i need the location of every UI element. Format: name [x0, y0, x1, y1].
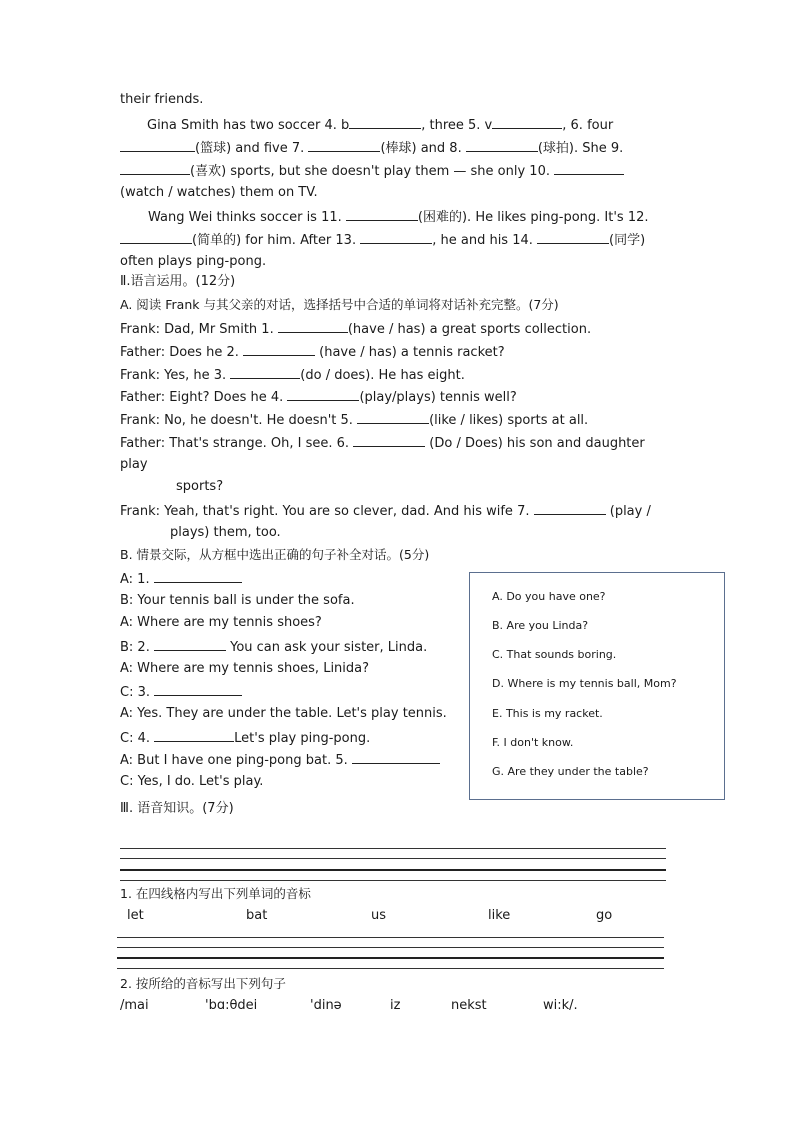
four-line-grid-line	[117, 947, 664, 948]
question-1: 1. 在四线格内写出下列单词的音标	[120, 886, 311, 901]
dialog-a-line-7: Frank: Yeah, that's right. You are so clever, dad. And his wife 7. (play /	[120, 501, 651, 521]
blank-12[interactable]	[120, 230, 192, 244]
blank-13[interactable]	[360, 230, 432, 244]
passage-line-7: (简单的) for him. After 13. , he and his 14. (同学)	[120, 230, 645, 250]
four-line-grid-line	[117, 937, 664, 938]
blank-b1[interactable]	[154, 569, 242, 583]
phonetic-4: iz	[390, 998, 401, 1013]
dialog-b-line-2: B: Your tennis ball is under the sofa.	[120, 593, 355, 608]
dialog-b-line-10: C: Yes, I do. Let's play.	[120, 774, 264, 789]
dialog-a-line-6: Father: That's strange. Oh, I see. 6. (Do / Does) his son and daughter	[120, 433, 645, 453]
blank-9[interactable]	[120, 161, 190, 175]
blank-a3[interactable]	[230, 365, 300, 379]
dialog-b-line-4: B: 2. You can ask your sister, Linda.	[120, 637, 427, 657]
dialog-b-line-8: C: 4. Let's play ping-pong.	[120, 728, 370, 748]
phonetic-3: 'dinə	[310, 998, 342, 1013]
blank-4[interactable]	[349, 115, 421, 129]
word-4: like	[488, 908, 511, 923]
passage-line-8: often plays ping-pong.	[120, 254, 267, 269]
passage-line-1: their friends.	[120, 92, 204, 107]
dialog-a-line-5: Frank: No, he doesn't. He doesn't 5. (like / likes) sports at all.	[120, 410, 588, 430]
option-d: D. Where is my tennis ball, Mom?	[492, 677, 677, 690]
blank-14[interactable]	[537, 230, 609, 244]
blank-b5[interactable]	[352, 750, 440, 764]
option-a: A. Do you have one?	[492, 590, 606, 603]
dialog-b-line-1: A: 1.	[120, 569, 242, 589]
dialog-a-line-7b: plays) them, too.	[170, 525, 281, 540]
word-2: bat	[246, 908, 268, 923]
dialog-b-line-6: C: 3.	[120, 682, 242, 702]
option-e: E. This is my racket.	[492, 707, 603, 720]
part-b-instruction: B. 情景交际，从方框中选出正确的句子补全对话。(5分)	[120, 547, 430, 562]
blank-a4[interactable]	[287, 387, 359, 401]
dialog-b-line-5: A: Where are my tennis shoes, Linida?	[120, 661, 370, 676]
blank-5[interactable]	[492, 115, 562, 129]
blank-b2[interactable]	[154, 637, 226, 651]
blank-a5[interactable]	[357, 410, 429, 424]
blank-11[interactable]	[346, 207, 418, 221]
dialog-a-line-2: Father: Does he 2. (have / has) a tennis racket?	[120, 342, 505, 362]
passage-line-6: Wang Wei thinks soccer is 11. (困难的). He likes ping-pong. It's 12.	[148, 207, 649, 227]
phonetic-1: /mai	[120, 998, 149, 1013]
blank-7[interactable]	[308, 138, 380, 152]
blank-10[interactable]	[554, 161, 624, 175]
section-3-heading: Ⅲ. 语音知识。(7分)	[120, 801, 234, 816]
dialog-a-line-6b: play	[120, 457, 148, 472]
passage-line-5: (watch / watches) them on TV.	[120, 185, 318, 200]
passage-line-3: (篮球) and five 7. (棒球) and 8. (球拍). She 9.	[120, 138, 623, 158]
word-1: let	[127, 908, 144, 923]
word-5: go	[596, 908, 613, 923]
dialog-b-line-3: A: Where are my tennis shoes?	[120, 615, 322, 630]
option-c: C. That sounds boring.	[492, 648, 617, 661]
dialog-b-line-7: A: Yes. They are under the table. Let's play tennis.	[120, 706, 447, 721]
blank-a2[interactable]	[243, 342, 315, 356]
dialog-a-line-3: Frank: Yes, he 3. (do / does). He has eight.	[120, 365, 465, 385]
four-line-grid-line	[117, 957, 664, 959]
phonetic-2: 'bɑ:θdei	[205, 998, 258, 1013]
four-line-grid-line	[117, 968, 664, 969]
blank-8[interactable]	[466, 138, 538, 152]
passage-line-4: (喜欢) sports, but she doesn't play them — she only 10.	[120, 161, 624, 181]
dialog-a-line-4: Father: Eight? Does he 4. (play/plays) tennis well?	[120, 387, 517, 407]
part-a-instruction: A. 阅读 Frank 与其父亲的对话，选择括号中合适的单词将对话补充完整。(7分)	[120, 297, 559, 312]
option-f: F. I don't know.	[492, 736, 574, 749]
options-box	[469, 572, 725, 800]
passage-line-2: Gina Smith has two soccer 4. b , three 5. v , 6. four	[147, 115, 613, 135]
blank-a7[interactable]	[534, 501, 606, 515]
dialog-b-line-9: A: But I have one ping-pong bat. 5.	[120, 750, 440, 770]
blank-a1[interactable]	[278, 319, 348, 333]
four-line-grid-line	[120, 858, 666, 859]
blank-6[interactable]	[120, 138, 195, 152]
option-b: B. Are you Linda?	[492, 619, 589, 632]
question-2: 2. 按所给的音标写出下列句子	[120, 976, 286, 991]
four-line-grid-line	[120, 880, 666, 881]
dialog-a-line-6c: sports?	[176, 479, 224, 494]
word-3: us	[371, 908, 387, 923]
blank-b3[interactable]	[154, 682, 242, 696]
four-line-grid-line	[120, 869, 666, 871]
phonetic-6: wi:k/.	[543, 998, 578, 1013]
blank-b4[interactable]	[154, 728, 234, 742]
blank-a6[interactable]	[353, 433, 425, 447]
phonetic-5: nekst	[451, 998, 487, 1013]
section-2-heading: Ⅱ.语言运用。(12分)	[120, 274, 236, 289]
four-line-grid-line	[120, 848, 666, 849]
option-g: G. Are they under the table?	[492, 765, 649, 778]
dialog-a-line-1: Frank: Dad, Mr Smith 1. (have / has) a great sports collection.	[120, 319, 591, 339]
